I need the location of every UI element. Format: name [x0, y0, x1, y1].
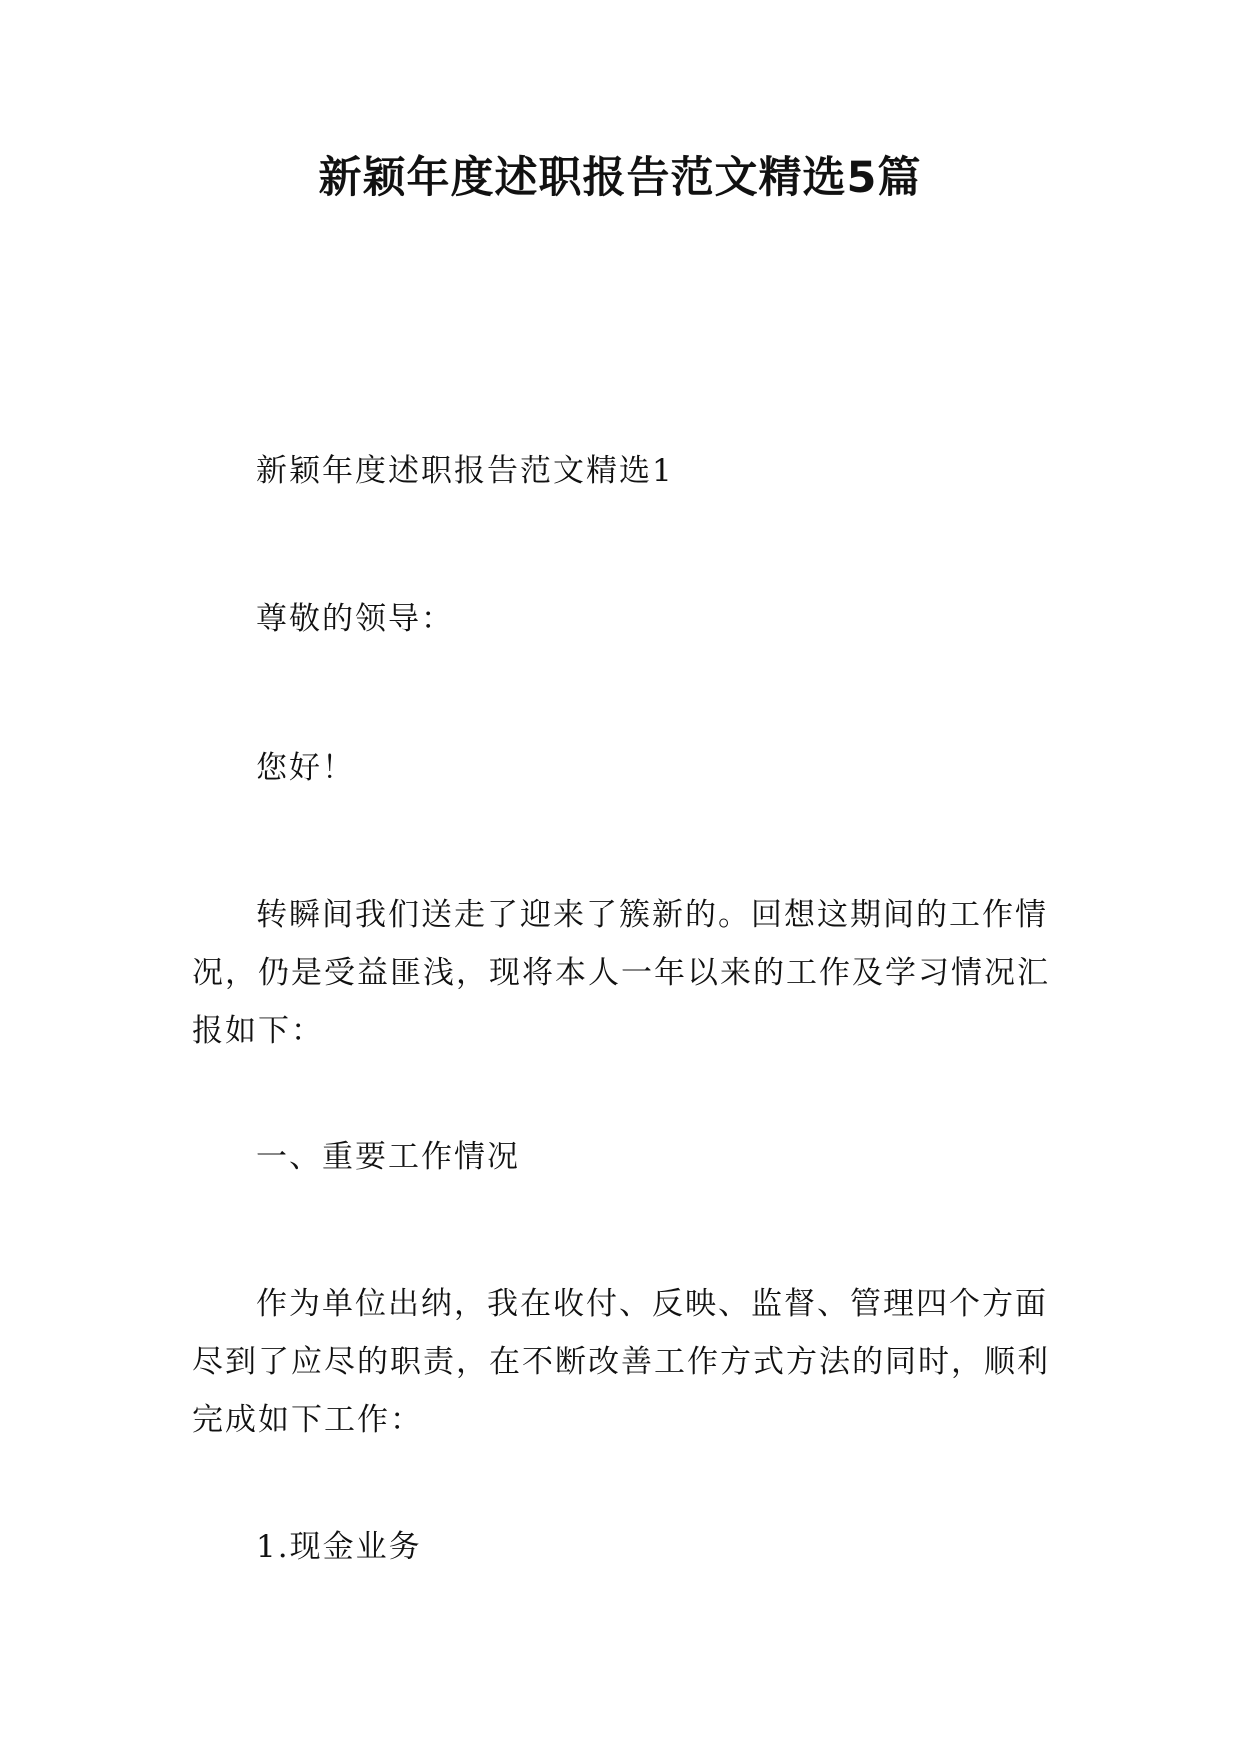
- body-line-3: 完成如下工作：: [192, 1402, 423, 1438]
- intro-line-3: 报如下：: [192, 1013, 324, 1049]
- document-title: 新颖年度述职报告范文精选5篇: [318, 153, 922, 203]
- body-line-1: 作为单位出纳，我在收付、反映、监督、管理四个方面: [256, 1286, 1048, 1322]
- greeting: 您好！: [256, 750, 355, 786]
- salutation: 尊敬的领导：: [256, 601, 454, 637]
- intro-line-1: 转瞬间我们送走了迎来了簇新的。回想这期间的工作情: [256, 897, 1048, 933]
- heading-work-overview: 一、重要工作情况: [256, 1139, 520, 1175]
- intro-paragraph: [192, 886, 1056, 1060]
- body-paragraph: [192, 1275, 1056, 1449]
- body-line-2: 尽到了应尽的职责，在不断改善工作方式方法的同时，顺利: [192, 1344, 1050, 1380]
- intro-line-2: 况，仍是受益匪浅，现将本人一年以来的工作及学习情况汇: [192, 955, 1050, 991]
- subheading-cash-business: 1.现金业务: [256, 1529, 422, 1565]
- section-heading: 新颖年度述职报告范文精选1: [256, 453, 674, 489]
